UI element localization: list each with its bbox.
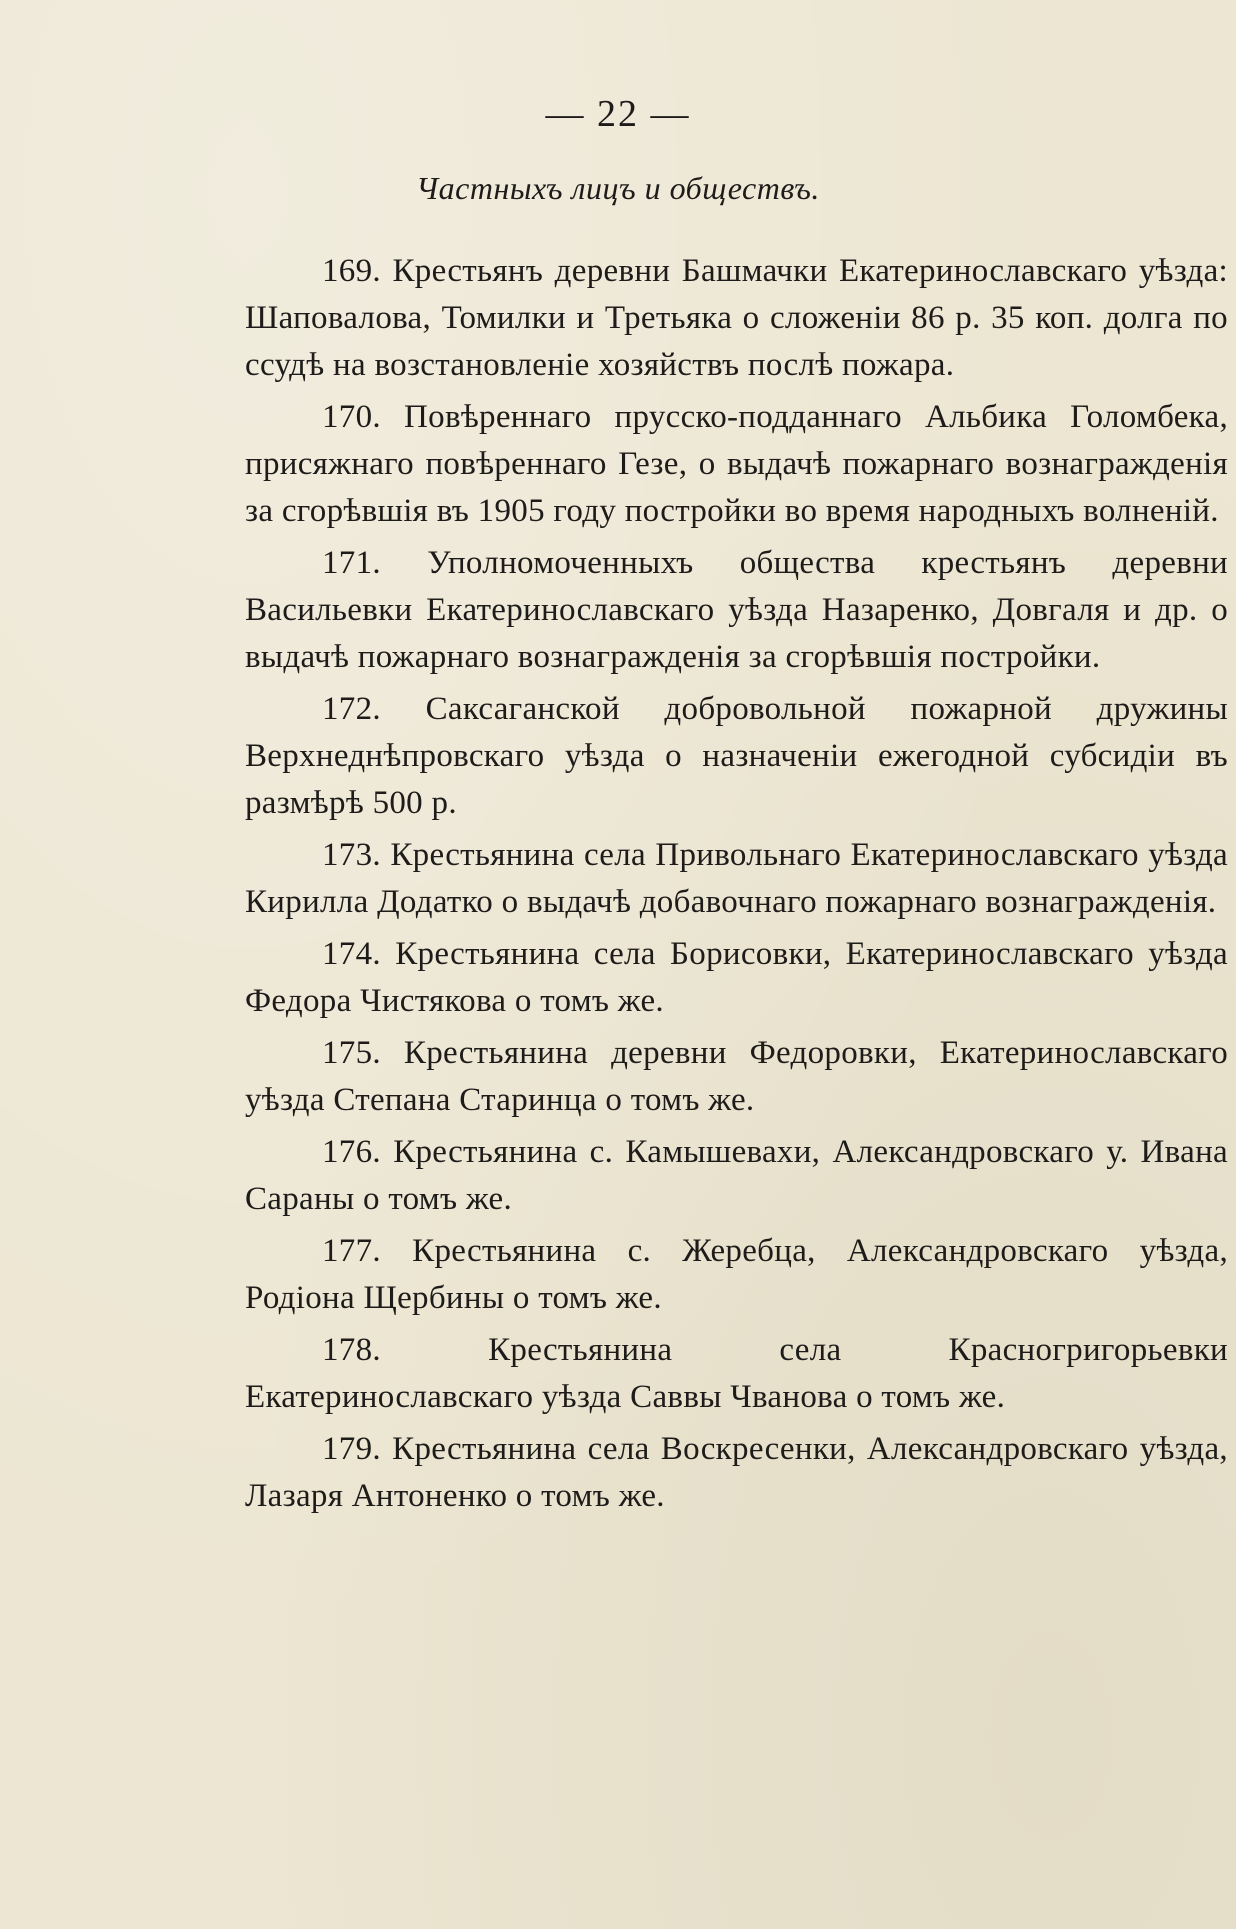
petition-entry-174: 174. Крестьянина села Борисовки, Екатеринославскаго уѣзда Федора Чистякова о томъ же.	[245, 936, 1228, 1019]
petition-entry-169: 169. Крестьянъ деревни Башмачки Екатеринославскаго уѣзда: Шаповалова, Томилки и Третьяка о сложеніи 86 р. 35 коп. долга по ссудѣ на возстановленіе хозяйствъ послѣ пожара.	[245, 253, 1228, 383]
section-heading: Частныхъ лицъ и обществъ.	[416, 170, 820, 206]
petition-entry-171: 171. Уполномоченныхъ общества крестьянъ деревни Васильевки Екатеринославскаго уѣзда Назаренко, Довгаля и др. о выдачѣ пожарнаго вознагражденія за сгорѣвшія постройки.	[245, 545, 1228, 675]
petition-entry-179: 179. Крестьянина села Воскресенки, Александровскаго уѣзда, Лазаря Антоненко о томъ же.	[245, 1431, 1228, 1514]
petition-entry-178: 178. Крестьянина села Красногригорьевки Екатеринославскаго уѣзда Саввы Чванова о томъ же.	[245, 1332, 1228, 1415]
petition-entry-170: 170. Повѣреннаго прусско-подданнаго Альбика Голомбека, присяжнаго повѣреннаго Гезе, о выдачѣ пожарнаго вознагражденія за сгорѣвшія въ 1905 году постройки во время народныхъ волненій.	[245, 399, 1228, 529]
petition-entry-175: 175. Крестьянина деревни Федоровки, Екатеринославскаго уѣзда Степана Старинца о томъ же.	[245, 1035, 1228, 1118]
petition-entry-177: 177. Крестьянина с. Жеребца, Александровскаго уѣзда, Родіона Щербины о томъ же.	[245, 1233, 1228, 1316]
petition-entry-172: 172. Саксаганской добровольной пожарной дружины Верхнеднѣпровскаго уѣзда о назначеніи ежегодной субсидіи въ размѣрѣ 500 р.	[245, 691, 1228, 821]
page-number: — 22 —	[545, 93, 691, 135]
petition-list	[245, 248, 1228, 1525]
petition-entry-173: 173. Крестьянина села Привольнаго Екатеринославскаго уѣзда Кирилла Додатко о выдачѣ добавочнаго пожарнаго вознагражденія.	[245, 837, 1228, 920]
petition-entry-176: 176. Крестьянина с. Камышевахи, Александровскаго у. Ивана Сараны о томъ же.	[245, 1134, 1228, 1217]
